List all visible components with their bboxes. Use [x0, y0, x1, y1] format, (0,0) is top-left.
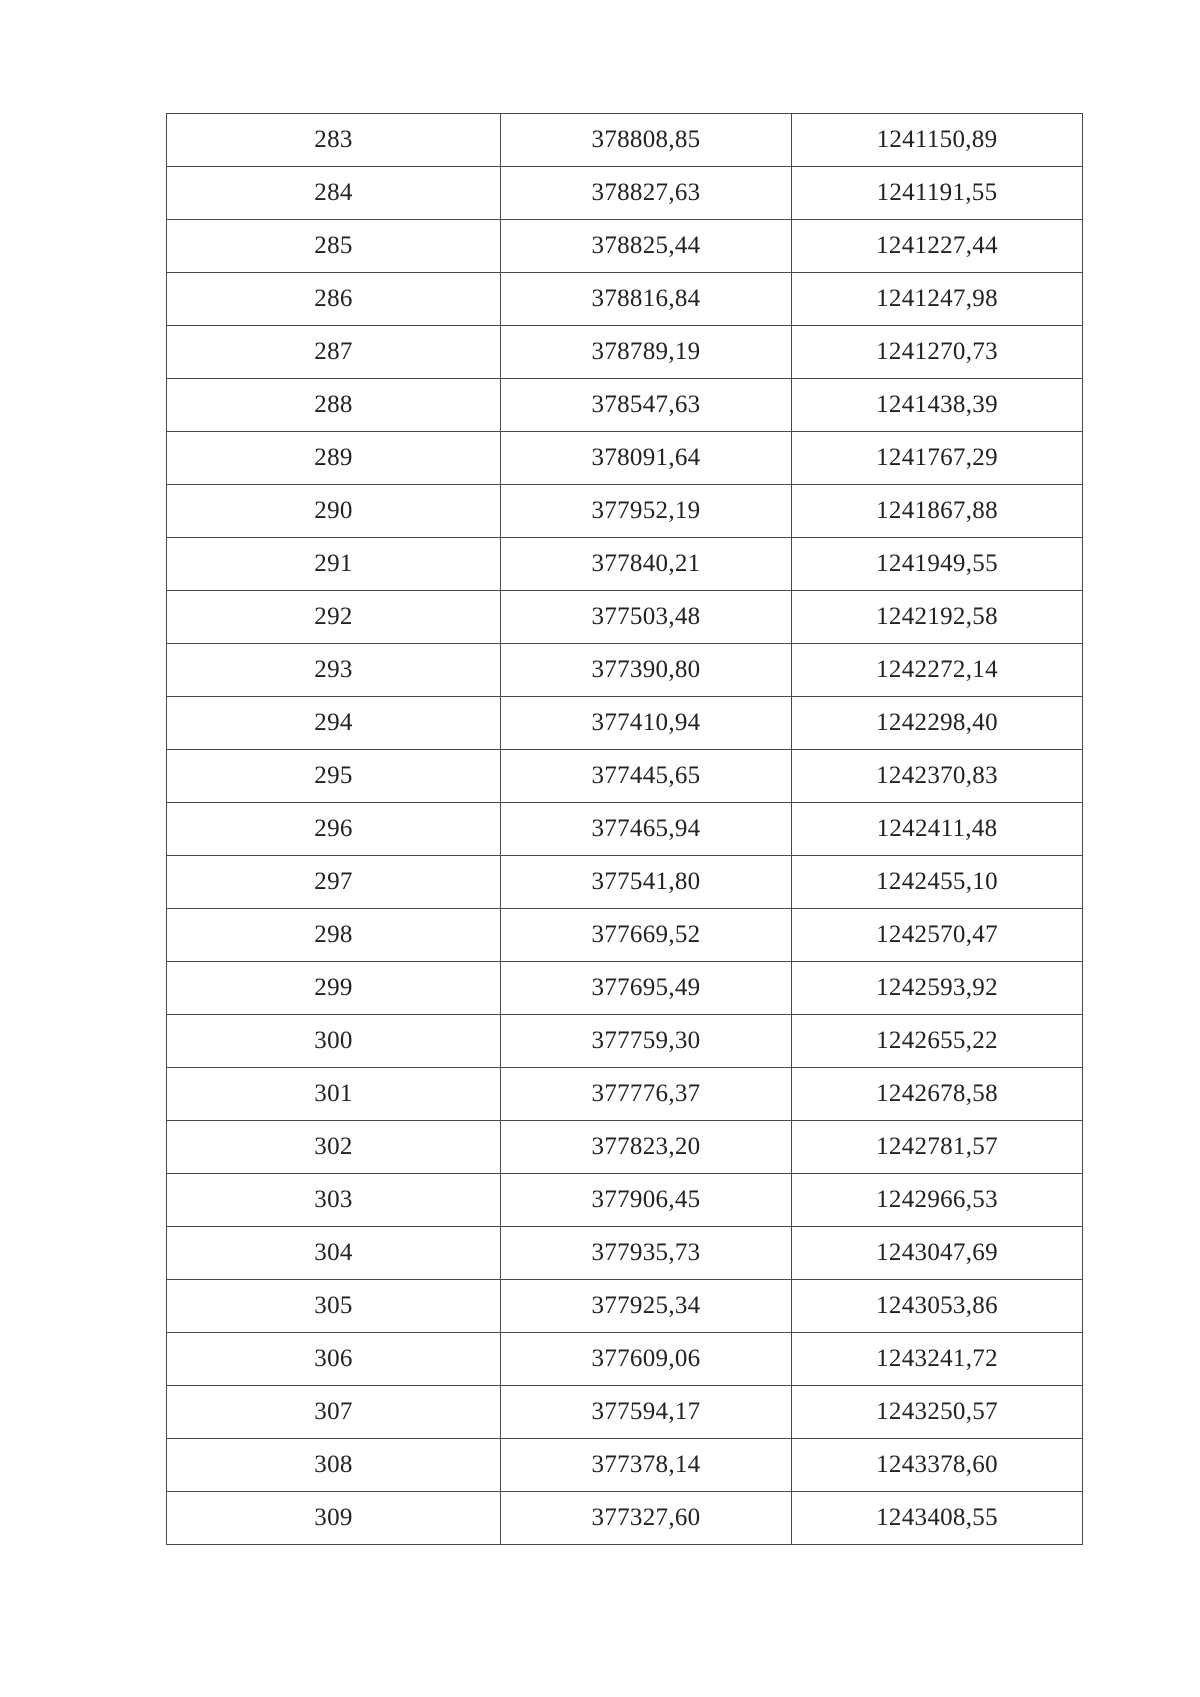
table-row [167, 1227, 1083, 1280]
x-coordinate-cell: 377823,20 [501, 1121, 792, 1174]
point-number-cell: 288 [167, 379, 501, 432]
point-number-cell: 283 [167, 114, 501, 167]
y-coordinate-cell: 1242272,14 [792, 644, 1083, 697]
point-number-cell: 295 [167, 750, 501, 803]
table-row [167, 114, 1083, 167]
table-row [167, 909, 1083, 962]
y-coordinate-cell: 1243408,55 [792, 1492, 1083, 1545]
y-coordinate-cell: 1242455,10 [792, 856, 1083, 909]
y-coordinate-cell: 1241227,44 [792, 220, 1083, 273]
table-row [167, 1386, 1083, 1439]
x-coordinate-cell: 377906,45 [501, 1174, 792, 1227]
x-coordinate-cell: 377378,14 [501, 1439, 792, 1492]
point-number-cell: 300 [167, 1015, 501, 1068]
y-coordinate-cell: 1243378,60 [792, 1439, 1083, 1492]
y-coordinate-cell: 1242370,83 [792, 750, 1083, 803]
table-row [167, 591, 1083, 644]
table-row [167, 856, 1083, 909]
coordinates-table [166, 113, 1083, 1545]
table-row [167, 1333, 1083, 1386]
x-coordinate-cell: 378547,63 [501, 379, 792, 432]
y-coordinate-cell: 1243250,57 [792, 1386, 1083, 1439]
y-coordinate-cell: 1242678,58 [792, 1068, 1083, 1121]
point-number-cell: 308 [167, 1439, 501, 1492]
table-row [167, 1439, 1083, 1492]
y-coordinate-cell: 1242966,53 [792, 1174, 1083, 1227]
point-number-cell: 309 [167, 1492, 501, 1545]
y-coordinate-cell: 1241191,55 [792, 167, 1083, 220]
table-row [167, 167, 1083, 220]
point-number-cell: 307 [167, 1386, 501, 1439]
x-coordinate-cell: 378808,85 [501, 114, 792, 167]
point-number-cell: 284 [167, 167, 501, 220]
x-coordinate-cell: 378091,64 [501, 432, 792, 485]
x-coordinate-cell: 378789,19 [501, 326, 792, 379]
point-number-cell: 298 [167, 909, 501, 962]
x-coordinate-cell: 377465,94 [501, 803, 792, 856]
table-row [167, 1068, 1083, 1121]
x-coordinate-cell: 378827,63 [501, 167, 792, 220]
table-row [167, 697, 1083, 750]
point-number-cell: 287 [167, 326, 501, 379]
point-number-cell: 289 [167, 432, 501, 485]
table-row [167, 1015, 1083, 1068]
y-coordinate-cell: 1242411,48 [792, 803, 1083, 856]
table-row [167, 326, 1083, 379]
x-coordinate-cell: 377327,60 [501, 1492, 792, 1545]
y-coordinate-cell: 1241270,73 [792, 326, 1083, 379]
x-coordinate-cell: 377759,30 [501, 1015, 792, 1068]
point-number-cell: 294 [167, 697, 501, 750]
y-coordinate-cell: 1243053,86 [792, 1280, 1083, 1333]
table-row [167, 750, 1083, 803]
x-coordinate-cell: 377445,65 [501, 750, 792, 803]
x-coordinate-cell: 377952,19 [501, 485, 792, 538]
y-coordinate-cell: 1241767,29 [792, 432, 1083, 485]
x-coordinate-cell: 377594,17 [501, 1386, 792, 1439]
table-row [167, 220, 1083, 273]
table-row [167, 379, 1083, 432]
y-coordinate-cell: 1241438,39 [792, 379, 1083, 432]
table-row [167, 538, 1083, 591]
x-coordinate-cell: 377609,06 [501, 1333, 792, 1386]
point-number-cell: 286 [167, 273, 501, 326]
y-coordinate-cell: 1242655,22 [792, 1015, 1083, 1068]
point-number-cell: 304 [167, 1227, 501, 1280]
y-coordinate-cell: 1242593,92 [792, 962, 1083, 1015]
table-row [167, 1492, 1083, 1545]
point-number-cell: 301 [167, 1068, 501, 1121]
y-coordinate-cell: 1243241,72 [792, 1333, 1083, 1386]
table-row [167, 485, 1083, 538]
x-coordinate-cell: 377925,34 [501, 1280, 792, 1333]
x-coordinate-cell: 377669,52 [501, 909, 792, 962]
y-coordinate-cell: 1242192,58 [792, 591, 1083, 644]
y-coordinate-cell: 1241247,98 [792, 273, 1083, 326]
x-coordinate-cell: 377840,21 [501, 538, 792, 591]
point-number-cell: 285 [167, 220, 501, 273]
y-coordinate-cell: 1241150,89 [792, 114, 1083, 167]
x-coordinate-cell: 377695,49 [501, 962, 792, 1015]
y-coordinate-cell: 1241949,55 [792, 538, 1083, 591]
point-number-cell: 305 [167, 1280, 501, 1333]
point-number-cell: 291 [167, 538, 501, 591]
y-coordinate-cell: 1241867,88 [792, 485, 1083, 538]
point-number-cell: 306 [167, 1333, 501, 1386]
table-row [167, 273, 1083, 326]
y-coordinate-cell: 1242298,40 [792, 697, 1083, 750]
x-coordinate-cell: 377390,80 [501, 644, 792, 697]
point-number-cell: 296 [167, 803, 501, 856]
x-coordinate-cell: 378816,84 [501, 273, 792, 326]
table-row [167, 644, 1083, 697]
table-row [167, 962, 1083, 1015]
point-number-cell: 299 [167, 962, 501, 1015]
point-number-cell: 290 [167, 485, 501, 538]
point-number-cell: 292 [167, 591, 501, 644]
point-number-cell: 303 [167, 1174, 501, 1227]
x-coordinate-cell: 377776,37 [501, 1068, 792, 1121]
x-coordinate-cell: 377410,94 [501, 697, 792, 750]
x-coordinate-cell: 378825,44 [501, 220, 792, 273]
table-row [167, 432, 1083, 485]
coordinates-table-body [167, 114, 1083, 1545]
table-row [167, 803, 1083, 856]
x-coordinate-cell: 377935,73 [501, 1227, 792, 1280]
point-number-cell: 293 [167, 644, 501, 697]
x-coordinate-cell: 377503,48 [501, 591, 792, 644]
point-number-cell: 302 [167, 1121, 501, 1174]
point-number-cell: 297 [167, 856, 501, 909]
y-coordinate-cell: 1242570,47 [792, 909, 1083, 962]
x-coordinate-cell: 377541,80 [501, 856, 792, 909]
table-row [167, 1280, 1083, 1333]
y-coordinate-cell: 1243047,69 [792, 1227, 1083, 1280]
table-row [167, 1121, 1083, 1174]
y-coordinate-cell: 1242781,57 [792, 1121, 1083, 1174]
table-row [167, 1174, 1083, 1227]
